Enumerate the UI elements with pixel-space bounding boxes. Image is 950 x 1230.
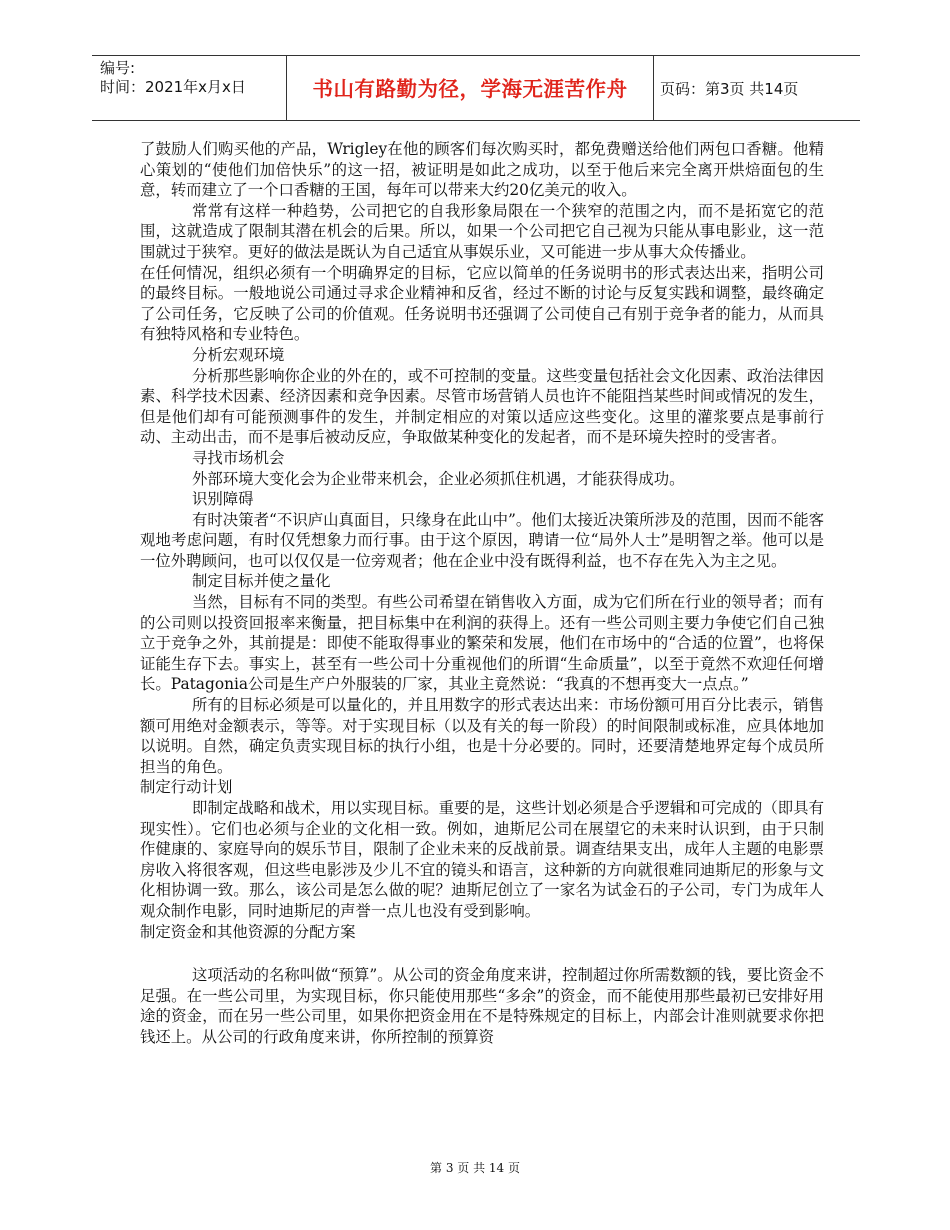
header-number-label: 编号: [100, 59, 136, 77]
header-divider-right [653, 56, 654, 120]
header-top-rule [92, 55, 860, 56]
paragraph: 了鼓励人们购买他的产品，Wrigley在他的顾客们每次购买时，都免费赠送给他们两包口香糖。他精心策划的“使他们加倍快乐”的这一招，被证明是如此之成功，以至于他后来完全离开烘焙面包的生意，转而建立了一个口香糖的王国，每年可以带来大约20亿美元的收入。 [140, 140, 824, 200]
header-meta [100, 59, 286, 97]
paragraph: 寻找市场机会 [192, 448, 285, 467]
header-motto: 书山有路勤为径，学海无涯苦作舟 [312, 77, 628, 101]
paragraph: 分析宏观环境 [192, 345, 285, 364]
paragraph: 有时决策者“不识庐山真面目，只缘身在此山中”。他们太接近决策所涉及的范围，因而不能客观地考虑问题，有时仅凭想象力而行事。由于这个原因，聘请一位“局外人士”是明智之举。他可以是一位外聘顾问，也可以仅仅是一位旁观者；他在企业中没有既得利益，也不存在先入为主之见。 [140, 510, 824, 570]
paragraph: 分析那些影响你企业的外在的，或不可控制的变量。这些变量包括社会文化因素、政治法律因素、科学技术因素、经济因素和竞争因素。尽管市场营销人员也许不能阻挡某些时间或情况的发生，但是他们却有可能预测事件的发生，并制定相应的对策以适应这些变化。这里的灌浆要点是事前行动、主动出击，而不是事后被动反应，争取做某种变化的发起者，而不是环境失控时的受害者。 [140, 366, 824, 447]
paragraph: 外部环境大变化会为企业带来机会，企业必须抓住机遇，才能获得成功。 [192, 469, 685, 488]
document-body [140, 139, 824, 1048]
paragraph: 制定资金和其他资源的分配方案 [140, 922, 356, 941]
paragraph: 制定目标并使之量化 [192, 572, 331, 591]
header-page-label: 页码：第3页 共14页 [660, 80, 799, 98]
header-time-label: 时间：2021年x月x日 [100, 78, 246, 96]
paragraph: 即制定战略和战术，用以实现目标。重要的是，这些计划必须是合乎逻辑和可完成的（即具有现实性）。它们也必须与企业的文化相一致。例如，迪斯尼公司在展望它的未来时认识到，由于只制作健康的、家庭导向的娱乐节目，限制了企业未来的反战前景。调查结果支出，成年人主题的电影票房收入将很客观，但这些电影涉及少儿不宜的镜头和语言，这种新的方向就很难同迪斯尼的形象与文化相协调一致。那么，该公司是怎么做的呢？迪斯尼创立了一家名为试金石的子公司，专门为成年人观众制作电影，同时迪斯尼的声誉一点儿也没有受到影响。 [140, 799, 824, 920]
footer-page-number: 第 3 页 共 14 页 [430, 1161, 520, 1175]
paragraph: 识别障碍 [192, 490, 254, 509]
paragraph: 制定行动计划 [140, 778, 233, 797]
header-bottom-rule [92, 120, 860, 121]
paragraph: 所有的目标必须是可以量化的，并且用数字的形式表达出来：市场份额可用百分比表示，销售额可用绝对金额表示，等等。对于实现目标（以及有关的每一阶段）的时间限制或标准，应具体地加以说明。自然，确定负责实现目标的执行小组，也是十分必要的。同时，还要清楚地界定每个成员所担当的角色。 [140, 696, 824, 776]
paragraph: 在任何情况，组织必须有一个明确界定的目标，它应以简单的任务说明书的形式表达出来，指明公司的最终目标。一般地说公司通过寻求企业精神和反省，经过不断的讨论与反复实践和调整，最终确定了公司任务，它反映了公司的价值观。任务说明书还强调了公司使自己有别于竞争者的能力，从而具有独特风格和专业特色。 [140, 263, 824, 344]
paragraph: 当然，目标有不同的类型。有些公司希望在销售收入方面，成为它们所在行业的领导者；而有的公司则以投资回报率来衡量，把目标集中在利润的获得上。还有一些公司则主要力争使它们自己独立于竞争之外，其前提是：即使不能取得事业的繁荣和发展，他们在市场中的“合适的位置”，也将保证能生存下去。事实上，甚至有一些公司十分重视他们的所谓“生命质量”，以至于竟然不欢迎任何增长。Patagonia公司是生产户外服装的厂家，其业主竟然说：“我真的不想再变大一点点。” [140, 593, 824, 694]
paragraph: 常常有这样一种趋势，公司把它的自我形象局限在一个狭窄的范围之内，而不是拓宽它的范围，这就造成了限制其潜在机会的后果。所以，如果一个公司把它自己视为只能从事电影业，这一范围就过于狭窄。更好的做法是既认为自己适宜从事娱乐业，又可能进一步从事大众传播业。 [140, 201, 824, 261]
paragraph: 这项活动的名称叫做“预算”。从公司的资金角度来讲，控制超过你所需数额的钱，要比资金不足强。在一些公司里，为实现目标，你只能使用那些“多余”的资金，而不能使用那些最初已安排好用途的资金，而在另一些公司里，如果你把资金用在不是特殊规定的目标上，内部会计准则就要求你把钱还上。从公司的行政角度来讲，你所控制的预算资 [140, 966, 824, 1046]
